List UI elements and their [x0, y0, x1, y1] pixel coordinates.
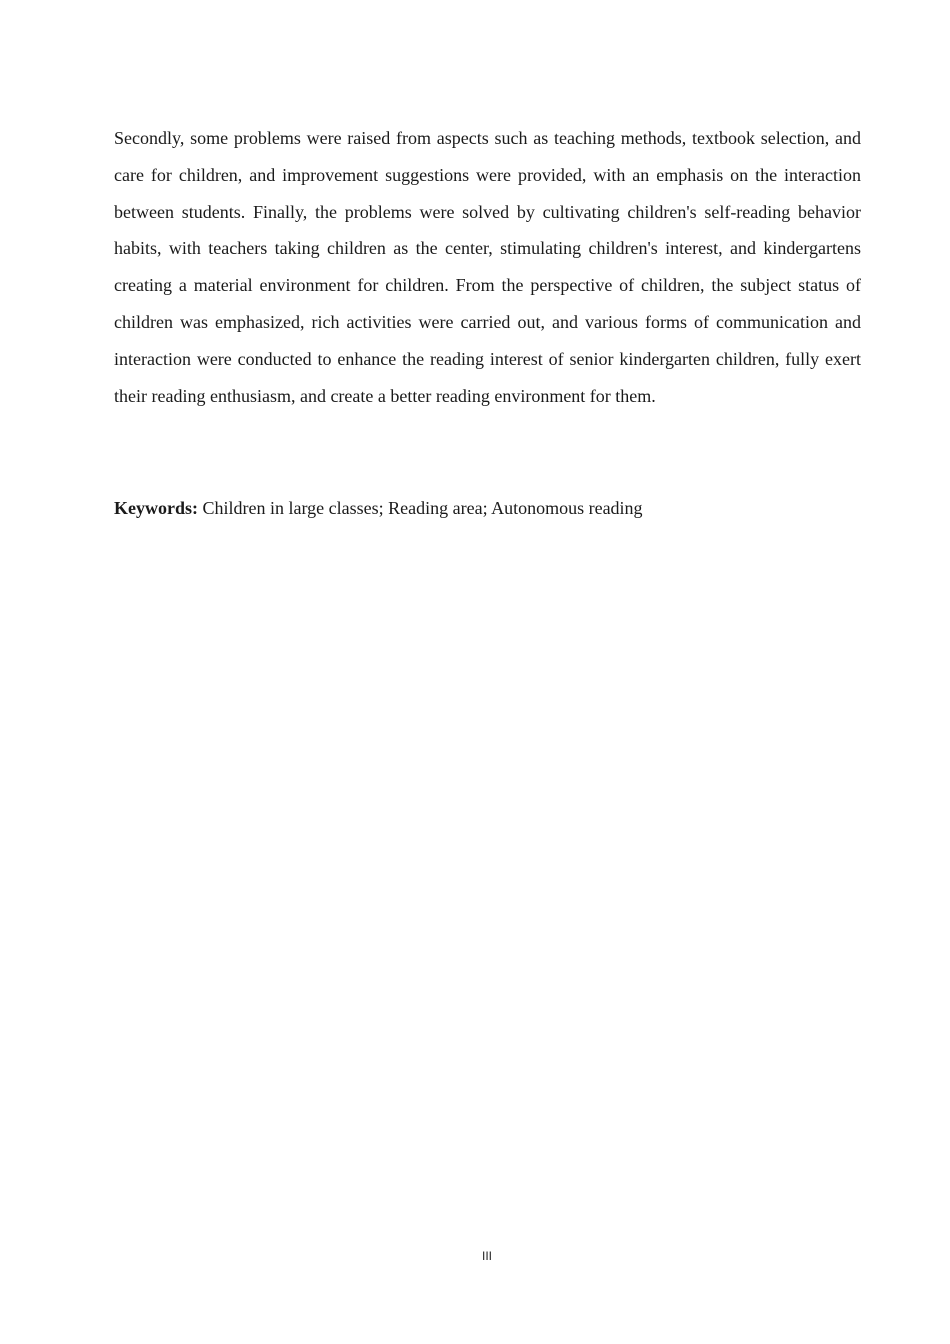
page-number: III: [481, 1249, 492, 1263]
abstract-paragraph: Secondly, some problems were raised from aspects such as teaching methods, textbook selection, and care for children, and improvement suggestions were provided, with an emphasis on the interaction between students. Finally, the problems were solved by cultivating children's self-reading behavior habits, with teachers taking children as the center, stimulating children's interest, and kindergartens creating a material environment for children. From the perspective of children, the subject status of children was emphasized, rich activities were carried out, and various forms of communication and interaction were conducted to enhance the reading interest of senior kindergarten children, fully exert their reading enthusiasm, and create a better reading environment for them.: [114, 128, 861, 406]
keywords-label: Keywords:: [114, 498, 198, 518]
keywords-text: Children in large classes; Reading area; Autonomous reading: [198, 498, 643, 518]
keywords-line: [114, 490, 861, 526]
